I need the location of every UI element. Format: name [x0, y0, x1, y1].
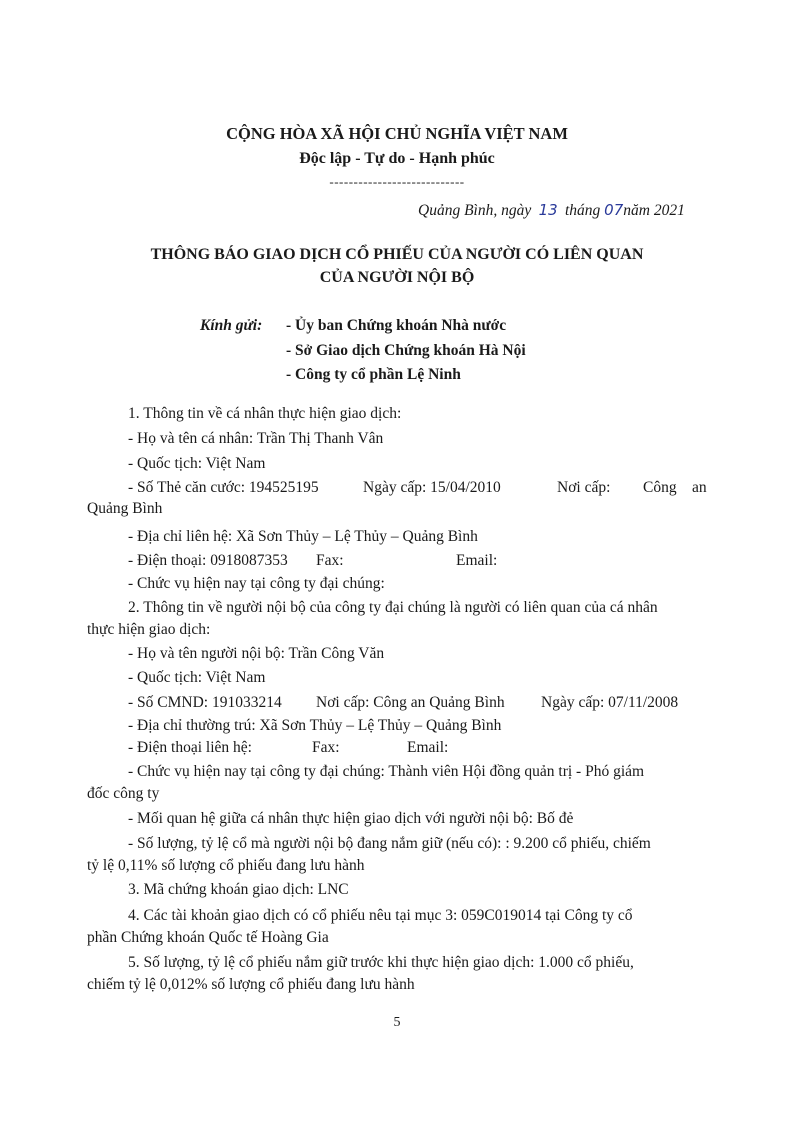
section2-relationship: - Mối quan hệ giữa cá nhân thực hiện giao dịch với người nội bộ: Bố đẻ — [128, 810, 574, 827]
section2-position-line2: đốc công ty — [87, 785, 160, 802]
section1-issue-place-word1: Công — [643, 479, 677, 496]
section2-address: - Địa chỉ thường trú: Xã Sơn Thủy – Lệ Thủy – Quảng Bình — [128, 717, 502, 734]
section2-name: - Họ và tên người nội bộ: Trần Công Văn — [128, 645, 385, 662]
section2-fax: Fax: — [312, 739, 340, 756]
recipient-hnx: - Sở Giao dịch Chứng khoán Hà Nội — [286, 342, 526, 359]
section4-line2: phần Chứng khoán Quốc tế Hoàng Gia — [87, 929, 329, 946]
section1-position: - Chức vụ hiện nay tại công ty đại chúng: — [128, 575, 385, 592]
section2-position-line1: - Chức vụ hiện nay tại công ty đại chúng: Thành viên Hội đồng quản trị - Phó giám — [128, 763, 645, 780]
section2-heading-line1: 2. Thông tin về người nội bộ của công ty đại chúng là người có liên quan của cá nhân — [128, 599, 658, 616]
section3-ticker: 3. Mã chứng khoán giao dịch: LNC — [128, 881, 349, 898]
date-month-label: tháng — [564, 202, 601, 219]
document-title-line1: THÔNG BÁO GIAO DỊCH CỔ PHIẾU CỦA NGƯỜI CÓ LIÊN QUAN — [150, 246, 644, 263]
section2-id-card: - Số CMND: 191033214 — [128, 694, 282, 711]
date-year: năm 2021 — [623, 202, 685, 219]
recipient-company: - Công ty cổ phần Lệ Ninh — [286, 366, 461, 383]
date-day: 13 — [538, 201, 558, 219]
section1-fax: Fax: — [316, 552, 344, 569]
section2-issue-place: Nơi cấp: Công an Quảng Bình — [316, 694, 505, 711]
section1-name: - Họ và tên cá nhân: Trần Thị Thanh Vân — [128, 430, 384, 447]
section4-line1: 4. Các tài khoản giao dịch có cổ phiếu nêu tại mục 3: 059C019014 tại Công ty cổ — [128, 907, 633, 924]
section1-issue-place-word2: an — [692, 479, 707, 496]
section1-issue-place-cont: Quảng Bình — [87, 500, 163, 517]
section2-holding-line1: - Số lượng, tỷ lệ cổ mà người nội bộ đang nắm giữ (nếu có): : 9.200 cổ phiếu, chiếm — [128, 835, 651, 852]
date-month: 07 — [604, 201, 624, 219]
date-line — [418, 201, 685, 220]
section2-issue-date: Ngày cấp: 07/11/2008 — [541, 694, 679, 711]
section2-heading-line2: thực hiện giao dịch: — [87, 621, 211, 638]
date-prefix: Quảng Bình, ngày — [418, 202, 532, 219]
recipient-ssc: - Ủy ban Chứng khoán Nhà nước — [286, 317, 507, 334]
section1-nationality: - Quốc tịch: Việt Nam — [128, 455, 266, 472]
section1-address: - Địa chỉ liên hệ: Xã Sơn Thủy – Lệ Thủy – Quảng Bình — [128, 528, 478, 545]
section2-email: Email: — [407, 739, 449, 756]
motto: Độc lập - Tự do - Hạnh phúc — [299, 150, 495, 167]
section1-issue-place-label: Nơi cấp: — [557, 479, 611, 496]
header-divider: ---------------------------- — [329, 174, 465, 189]
country-heading: CỘNG HÒA XÃ HỘI CHỦ NGHĨA VIỆT NAM — [226, 124, 568, 143]
document-title-line2: CỦA NGƯỜI NỘI BỘ — [319, 269, 475, 286]
section2-nationality: - Quốc tịch: Việt Nam — [128, 669, 266, 686]
section5-line1: 5. Số lượng, tỷ lệ cổ phiếu nắm giữ trước khi thực hiện giao dịch: 1.000 cổ phiếu, — [128, 954, 634, 971]
section1-heading: 1. Thông tin về cá nhân thực hiện giao dịch: — [128, 405, 402, 422]
section2-holding-line2: tỷ lệ 0,11% số lượng cổ phiếu đang lưu hành — [87, 857, 365, 874]
page-number: 5 — [393, 1015, 401, 1030]
section5-line2: chiếm tỷ lệ 0,012% số lượng cổ phiếu đang lưu hành — [87, 976, 415, 993]
section2-phone: - Điện thoại liên hệ: — [128, 739, 252, 756]
section1-id-card: - Số Thẻ căn cước: 194525195 — [128, 479, 319, 496]
recipients-label: Kính gửi: — [200, 317, 263, 334]
section1-email: Email: — [456, 552, 498, 569]
section1-issue-date: Ngày cấp: 15/04/2010 — [363, 479, 501, 496]
section1-phone: - Điện thoại: 0918087353 — [128, 552, 288, 569]
